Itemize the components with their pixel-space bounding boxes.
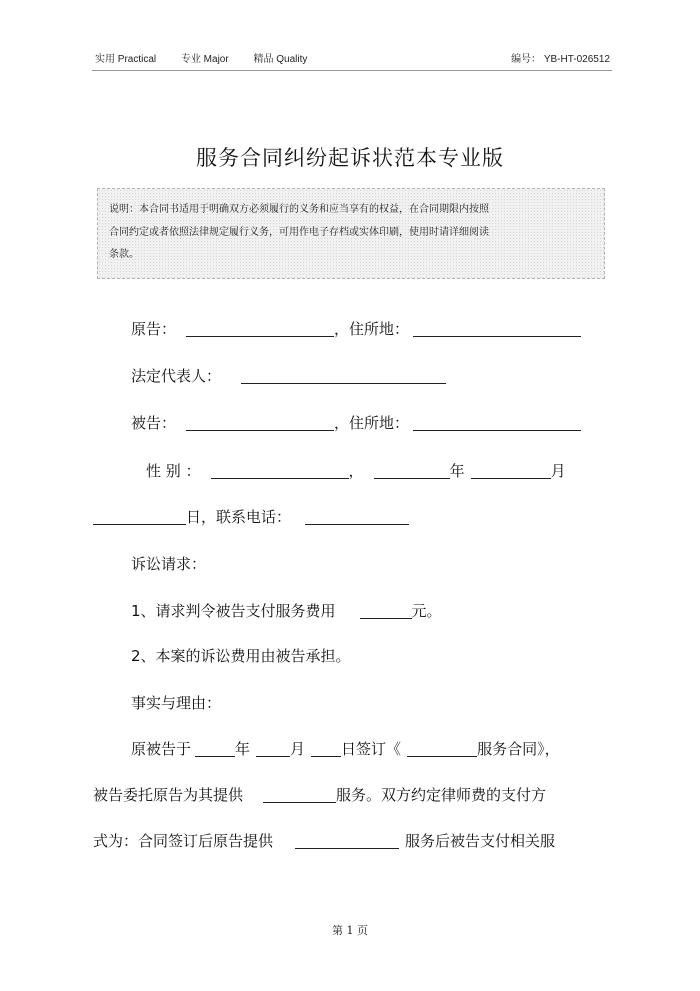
birth-day-blank[interactable] xyxy=(93,508,186,525)
defendant-row xyxy=(131,412,581,433)
plaintiff-label: 原告： xyxy=(131,320,177,338)
header-major: 专业 Major xyxy=(180,54,229,65)
facts-l1-month: 月 xyxy=(290,740,306,758)
claim-1-text: 1、请求判令被告支付服务费用 xyxy=(131,602,336,620)
gender-label: 性 别 ： xyxy=(146,462,201,480)
defendant-label: 被告： xyxy=(131,414,177,432)
header-divider xyxy=(92,70,612,71)
facts-l1-a: 原被告于 xyxy=(131,740,192,758)
legal-rep-row xyxy=(131,365,446,386)
residence-label: ，住所地： xyxy=(334,320,410,338)
phone-blank[interactable] xyxy=(305,508,409,525)
plaintiff-residence-blank[interactable] xyxy=(413,320,581,337)
comma: ， xyxy=(348,462,364,480)
facts-l1-contract: 服务合同》， xyxy=(477,740,560,758)
residence-label-2: ，住所地： xyxy=(334,414,410,432)
page-header xyxy=(95,50,610,65)
facts-l1-day: 日签订《 xyxy=(341,740,402,758)
year-label: 年 xyxy=(449,462,465,480)
sign-month-blank[interactable] xyxy=(256,740,290,757)
day-phone-label: 日，联系电话： xyxy=(186,508,292,526)
day-phone-row xyxy=(93,506,409,527)
birth-year-blank[interactable] xyxy=(374,462,450,479)
facts-line-2 xyxy=(93,784,546,805)
service-2-blank[interactable] xyxy=(295,832,399,849)
defendant-residence-blank[interactable] xyxy=(413,414,581,431)
facts-heading: 事实与理由： xyxy=(131,694,222,712)
birth-month-blank[interactable] xyxy=(471,462,551,479)
facts-l3-b: 服务后被告支付相关服 xyxy=(405,832,556,850)
header-practical: 实用 Practical xyxy=(95,54,157,65)
plaintiff-name-blank[interactable] xyxy=(186,320,334,337)
service-blank[interactable] xyxy=(263,786,336,803)
header-doc-number: 编号： YB-HT-026512 xyxy=(511,54,610,65)
document-title: 服务合同纠纷起诉状范本专业版 xyxy=(196,146,504,170)
header-quality: 精品 Quality xyxy=(253,54,308,65)
contract-name-blank[interactable] xyxy=(407,740,477,757)
claim-2-row: 2、本案的诉讼费用由被告承担。 xyxy=(131,647,351,665)
legal-rep-blank[interactable] xyxy=(241,367,446,384)
sign-year-blank[interactable] xyxy=(195,740,235,757)
gender-row xyxy=(146,460,566,481)
header-tags xyxy=(95,50,329,65)
note-line: 合同约定或者依照法律规定履行义务，可用作电子存档或实体印刷，使用时请详细阅读 xyxy=(109,226,489,238)
page-number: 第 1 页 xyxy=(332,924,368,937)
month-label: 月 xyxy=(550,462,566,480)
facts-l1-year: 年 xyxy=(235,740,251,758)
facts-line-1 xyxy=(131,738,560,759)
sign-day-blank[interactable] xyxy=(311,740,341,757)
claims-heading: 诉讼请求： xyxy=(131,555,207,573)
note-box xyxy=(97,188,605,279)
claim-1-row xyxy=(131,600,442,621)
note-line: 条款。 xyxy=(109,249,139,260)
facts-l2-b: 服务。双方约定律师费的支付方 xyxy=(336,786,547,804)
claim-1-unit: 元。 xyxy=(411,602,442,620)
gender-blank[interactable] xyxy=(211,462,349,479)
facts-l3-a: 式为：合同签订后原告提供 xyxy=(93,832,274,850)
note-line: 说明：本合同书适用于明确双方必须履行的义务和应当享有的权益，在合同期限内按照 xyxy=(109,204,489,215)
claim-amount-blank[interactable] xyxy=(360,602,412,619)
plaintiff-row xyxy=(131,318,581,339)
facts-l2-a: 被告委托原告为其提供 xyxy=(93,786,244,804)
facts-line-3 xyxy=(93,830,555,851)
legal-rep-label: 法定代表人： xyxy=(131,367,222,385)
defendant-name-blank[interactable] xyxy=(186,414,334,431)
